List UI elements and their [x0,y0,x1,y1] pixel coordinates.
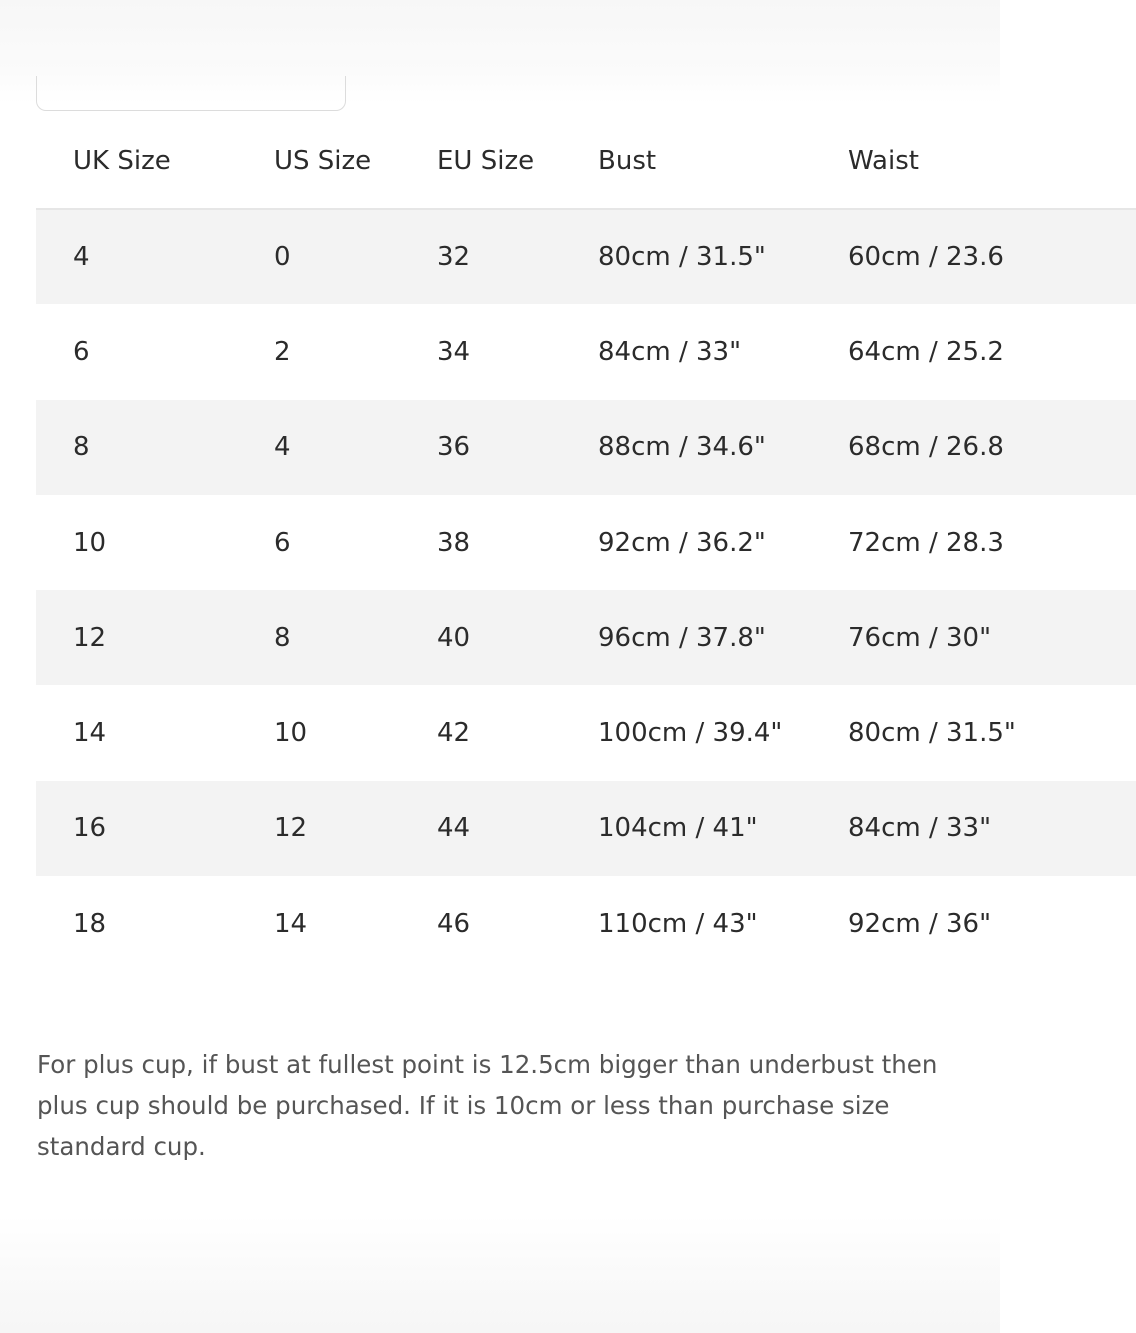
cell-bust: 104cm / 41" [598,813,758,844]
cell-uk-size: 18 [73,908,107,939]
table-row [36,400,1136,495]
header-row [36,114,1136,209]
cell-us-size: 12 [274,813,308,844]
cell-uk-size: 16 [73,813,107,844]
cell-uk-size: 6 [73,336,90,367]
cell-eu-size: 32 [437,242,471,273]
table-row [36,685,1136,780]
cell-uk-size: 4 [73,242,90,273]
table-row [36,876,1136,971]
table-row [36,781,1136,876]
cell-eu-size: 34 [437,336,471,367]
cell-us-size: 2 [274,336,291,367]
cell-us-size: 4 [274,432,291,463]
cell-bust: 92cm / 36.2" [598,527,766,558]
cell-bust: 80cm / 31.5" [598,242,766,273]
cell-waist: 76cm / 30" [848,622,992,653]
cell-eu-size: 44 [437,813,471,844]
cell-us-size: 6 [274,527,291,558]
cell-eu-size: 38 [437,527,471,558]
cell-bust: 88cm / 34.6" [598,432,766,463]
cell-us-size: 8 [274,622,291,653]
cell-waist: 64cm / 25.2 [848,336,1004,367]
cell-bust: 100cm / 39.4" [598,718,783,749]
cell-waist: 72cm / 28.3 [848,527,1004,558]
table-row [36,304,1136,399]
cell-uk-size: 12 [73,622,107,653]
table-row [36,590,1136,685]
cell-waist: 60cm / 23.6 [848,242,1004,273]
cell-waist: 84cm / 33" [848,813,992,844]
cell-eu-size: 36 [437,432,471,463]
cell-us-size: 10 [274,718,308,749]
header-eu-size: EU Size [437,146,535,176]
table-row [36,209,1136,304]
cell-bust: 96cm / 37.8" [598,622,766,653]
header-bust: Bust [598,146,657,176]
cell-eu-size: 46 [437,908,471,939]
cell-uk-size: 14 [73,718,107,749]
cell-waist: 80cm / 31.5" [848,718,1016,749]
size-tab-outline[interactable] [36,76,346,111]
size-table [36,114,1136,971]
cell-us-size: 0 [274,242,291,273]
plus-cup-note: For plus cup, if bust at fullest point is 12.5cm bigger than underbust then plus cup should be purchased. If it is 10cm or less than purchase size standard cup. [37,1050,938,1161]
cell-us-size: 14 [274,908,308,939]
cell-waist: 68cm / 26.8 [848,432,1004,463]
cell-bust: 84cm / 33" [598,336,742,367]
cell-eu-size: 40 [437,622,471,653]
cell-bust: 110cm / 43" [598,908,758,939]
cell-eu-size: 42 [437,718,471,749]
cell-uk-size: 10 [73,527,107,558]
bottom-fade [0,1215,1000,1333]
header-us-size: US Size [274,146,372,176]
size-table-body [36,209,1136,971]
table-row [36,495,1136,590]
cell-uk-size: 8 [73,432,90,463]
header-uk-size: UK Size [73,146,171,176]
header-waist: Waist [848,146,919,176]
size-table-container[interactable] [36,114,1016,971]
cell-waist: 92cm / 36" [848,908,992,939]
size-table-header [36,114,1136,209]
